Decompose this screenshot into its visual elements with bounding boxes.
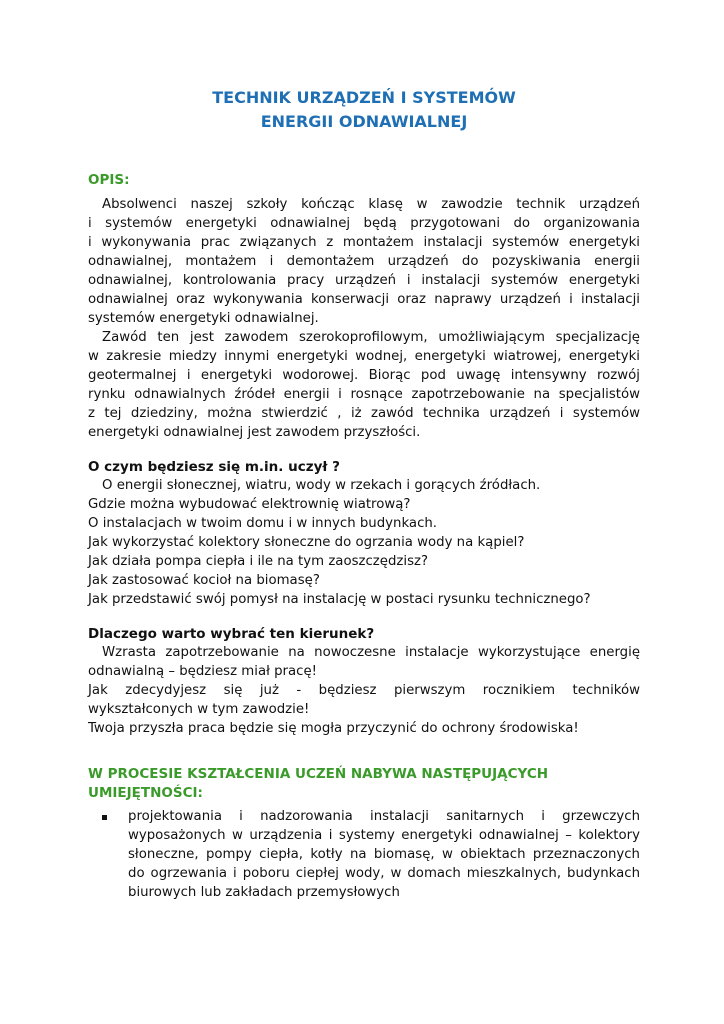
learn-line: Jak wykorzystać kolektory słoneczne do ogrzania wody na kąpiel? [88, 535, 525, 550]
opis-line: geotermalnej i energetyki wodorowej. Biorąc pod uwagę intensywny rozwój [88, 368, 640, 383]
learn-line: Jak przedstawić swój pomysł na instalację w postaci rysunku technicznego? [88, 592, 591, 607]
bullet-line: wyposażonych w urządzenia i systemy energetyki odnawialnej – kolektory [128, 828, 640, 843]
learn-line: O energii słonecznej, wiatru, wody w rzekach i gorących źródłach. [102, 478, 541, 493]
opis-line: energetyki odnawialnej jest zawodem przyszłości. [88, 425, 421, 440]
skills-heading-line-2: UMIEJĘTNOŚCI: [88, 785, 203, 801]
why-line: Jak zdecydyjesz się już - będziesz pierwszym rocznikiem techników [88, 683, 640, 698]
bullet-line: do ogrzewania i poboru ciepłej wody, w domach mieszkalnych, budynkach [128, 866, 640, 881]
learn-line: Jak działa pompa ciepła i ile na tym zaoszczędzisz? [88, 554, 429, 569]
why-line: wykształconych w tym zawodzie! [88, 702, 310, 717]
opis-line: w zakresie miedzy innymi energetyki wodnej, energetyki wiatrowej, energetyki [88, 349, 640, 364]
opis-line: odnawialnej, montażem i demontażem urządzeń do pozyskiwania energii [88, 254, 640, 269]
learn-line: O instalacjach w twoim domu i w innych budynkach. [88, 516, 438, 531]
title-line-2: ENERGII ODNAWIALNEJ [260, 112, 468, 131]
bullet-line: biurowych lub zakładach przemysłowych [128, 885, 400, 900]
bullet-line: projektowania i nadzorowania instalacji sanitarnych i grzewczych [128, 809, 640, 824]
opis-line: Absolwenci naszej szkoły kończąc klasę w zawodzie technik urządzeń [102, 197, 640, 212]
opis-line: odnawialnej, kontrolowania pracy urządzeń i instalacji systemów energetyki [88, 273, 640, 288]
skills-heading-line-1: W PROCESIE KSZTAŁCENIA UCZEŃ NABYWA NASTĘPUJĄCYCH [88, 766, 549, 782]
why-heading: Dlaczego warto wybrać ten kierunek? [88, 626, 375, 642]
why-line: Twoja przyszła praca będzie się mogła przyczynić do ochrony środowiska! [88, 721, 579, 736]
opis-line: rynku odnawialnych źródeł energii i rosnące zapotrzebowanie na specjalistów [88, 387, 640, 402]
why-line: Wzrasta zapotrzebowanie na nowoczesne instalacje wykorzystujące energię [102, 645, 640, 660]
why-line: odnawialną – będziesz miał pracę! [88, 664, 317, 679]
opis-line: systemów energetyki odnawialnej. [88, 311, 319, 326]
opis-heading: OPIS: [88, 172, 130, 188]
opis-line: i wykonywania prac związanych z montażem instalacji systemów energetyki [88, 235, 640, 250]
square-bullet-icon [102, 815, 107, 820]
learn-line: Gdzie można wybudować elektrownię wiatrową? [88, 497, 411, 512]
learn-heading: O czym będziesz się m.in. uczył ? [88, 459, 340, 475]
opis-line: z tej dziedziny, można stwierdzić , iż zawód technika urządzeń i systemów [88, 406, 640, 421]
title-line-1: TECHNIK URZĄDZEŃ I SYSTEMÓW [212, 88, 516, 107]
opis-line: i systemów energetyki odnawialnej będą przygotowani do organizowania [88, 216, 640, 231]
opis-line: odnawialnej oraz wykonywania konserwacji oraz naprawy urządzeń i instalacji [88, 292, 640, 307]
opis-line: Zawód ten jest zawodem szerokoprofilowym, umożliwiającym specjalizację [102, 330, 640, 345]
bullet-line: słoneczne, pompy ciepła, kotły na biomasę, w obiektach przeznaczonych [128, 847, 640, 862]
learn-line: Jak zastosować kocioł na biomasę? [88, 573, 320, 588]
